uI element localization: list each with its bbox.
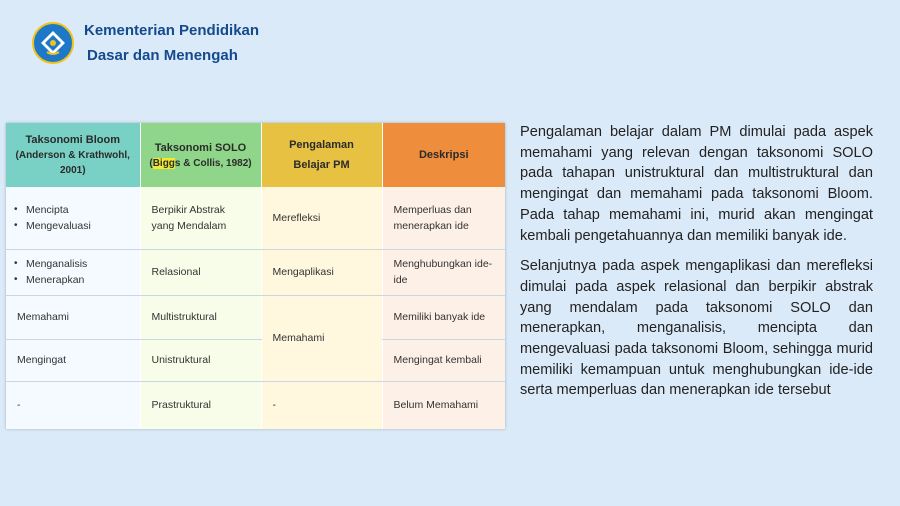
bullet-icon: • [14, 219, 18, 231]
header-solo-sub-highlight: Bigg [152, 157, 175, 169]
header-solo [140, 123, 261, 187]
header-solo-title: Taksonomi SOLO [154, 141, 247, 154]
cell-bloom [6, 249, 140, 295]
cell-desc: Memiliki banyak ide [382, 295, 505, 339]
table-row [6, 295, 505, 339]
cell-pm: Memahami [261, 295, 382, 381]
cell-solo: Prastruktural [140, 381, 261, 429]
header-bloom-sub: (Anderson & Krathwohl, 2001) [15, 150, 130, 176]
table-header-row [6, 123, 505, 187]
org-name-line2: Dasar dan Menengah [87, 47, 238, 64]
header-desc-title: Deskripsi [418, 149, 469, 161]
table-row [6, 381, 505, 429]
cell-pm: - [261, 381, 382, 429]
bullet-icon: • [14, 274, 18, 285]
logo-emblem-icon [38, 28, 68, 58]
bloom-item: Mengevaluasi [26, 219, 91, 232]
header-bloom-title: Taksonomi Bloom [25, 134, 121, 146]
cell-desc: Menghubungkan ide-ide [382, 249, 505, 295]
header [32, 18, 259, 68]
header-desc [382, 123, 505, 187]
header-solo-sub-pre: ( [149, 157, 153, 169]
bloom-item: Menerapkan [26, 274, 85, 286]
cell-solo: Unistruktural [140, 339, 261, 381]
bullet-icon: • [14, 203, 18, 215]
cell-pm: Merefleksi [261, 187, 382, 249]
cell-desc: Belum Memahami [382, 381, 505, 429]
bullet-icon: • [14, 258, 18, 269]
org-name [84, 18, 259, 68]
cell-desc: Mengingat kembali [382, 339, 505, 381]
cell-bloom: Mengingat [6, 339, 140, 381]
cell-pm: Mengaplikasi [261, 249, 382, 295]
header-bloom [6, 123, 140, 187]
paragraph-2: Selanjutnya pada aspek mengaplikasi dan merefleksi dimulai pada aspek relasional dan berpikir abstrak yang mendalam pada taksonomi SOLO dan menerapkan, menganalisis, mencipta dan mengevaluasi pada taksonomi Bloom, sehingga murid memiliki kemampuan untuk menghubungkan ide-ide serta memperluas dan menerapkan ide tersebut [520, 258, 873, 399]
header-solo-sub-post: s & Collis, 1982) [174, 157, 252, 169]
bloom-item: Mencipta [26, 203, 69, 216]
paragraph-1: Pengalaman belajar dalam PM dimulai pada aspek memahami yang relevan dengan taksonomi SOLO pada tahapan unistruktural dan multistruktural dan mengingat dan memahami pada taksonomi Bloom. Pada tahap memahami ini, murid akan mengingat kembali pengetahuannya dan memiliki banyak ide. [520, 124, 873, 244]
table-row [6, 339, 505, 381]
header-solo-sub [147, 156, 255, 171]
table-row [6, 249, 505, 295]
org-name-line1: Kementerian Pendidikan [84, 22, 260, 39]
bloom-item: Menganalisis [26, 258, 88, 270]
cell-solo: Relasional [140, 249, 261, 295]
header-pm [261, 123, 382, 187]
tut-wuri-handayani-logo [32, 22, 74, 64]
taxonomy-table [6, 123, 505, 429]
table-row [6, 187, 505, 249]
body-text [520, 122, 873, 411]
cell-bloom [6, 187, 140, 249]
cell-solo: Berpikir Abstrak yang Mendalam [140, 187, 261, 249]
cell-solo: Multistruktural [140, 295, 261, 339]
cell-bloom: Memahami [6, 295, 140, 339]
cell-bloom: - [6, 381, 140, 429]
cell-desc: Memperluas dan menerapkan ide [382, 187, 505, 249]
header-pm-title: Pengalaman Belajar PM [289, 139, 354, 171]
